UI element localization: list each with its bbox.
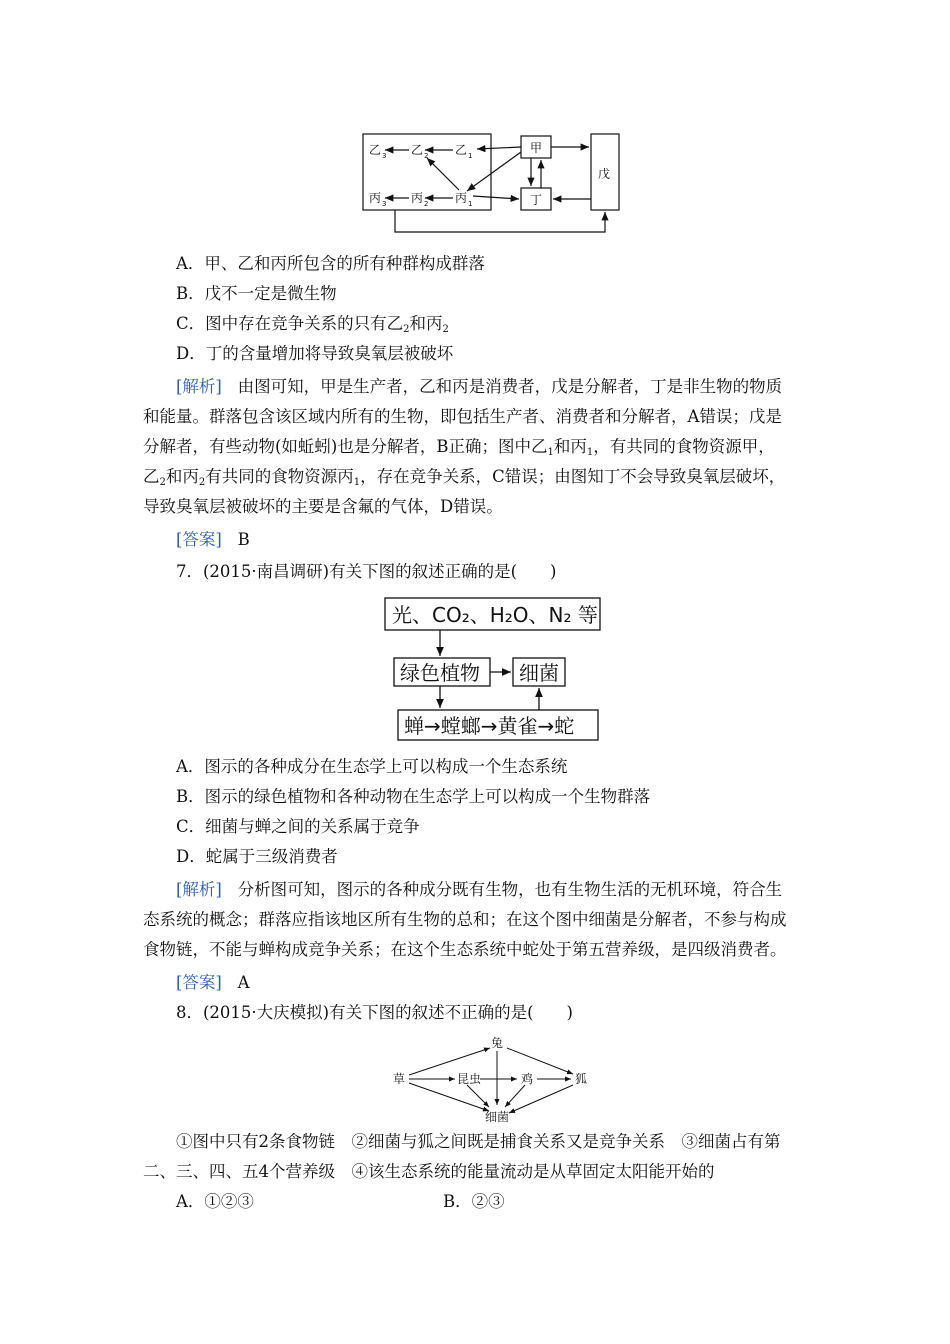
q6-option-c: C．图中存在竞争关系的只有乙$_2$和丙$_2$ (176, 314, 449, 335)
q7-option-c: C．细菌与蝉之间的关系属于竞争 (176, 817, 420, 836)
label-ding: 丁 (530, 193, 543, 207)
q7-stem: 7．(2015·南昌调研)有关下图的叙述正确的是( ) (176, 562, 557, 581)
q6-option-d: D．丁的含量增加将导致臭氧层被破坏 (176, 344, 454, 363)
sub-2b: 2 (424, 200, 429, 208)
q6-answer: [答案] B (176, 530, 250, 549)
q6-analysis-line3: 分解者，有些动物(如蚯蚓)也是分解者，B正确；图中乙$_1$和丙$_1$，有共同的食物资源甲， (143, 437, 775, 458)
q7-option-b: B．图示的绿色植物和各种动物在生态学上可以构成一个生物群落 (176, 787, 651, 806)
q7-answer: [答案] A (176, 973, 250, 992)
q7-analysis-line3: 食物链，不能与蝉构成竞争关系；在这个生态系统中蛇处于第五营养级，是四级消费者。 (143, 940, 787, 959)
sub-1b: 1 (468, 200, 473, 208)
q8-statements-line1: ①图中只有2条食物链 ②细菌与狐之间既是捕食关系又是竞争关系 ③细菌占有第 (176, 1132, 781, 1151)
label-yi2: 乙 (411, 143, 424, 157)
q6-option-a: A．甲、乙和丙所包含的所有种群构成群落 (176, 254, 485, 273)
label-jia: 甲 (530, 141, 543, 155)
q6-analysis-line4: 乙$_2$和丙$_2$有共同的食物资源丙$_1$，存在竞争关系，C错误；由图知丁不会导致臭氧层破坏， (143, 467, 786, 488)
label-wu: 戊 (598, 167, 611, 181)
analysis-tag: [解析] (176, 377, 222, 396)
analysis-tag: [解析] (176, 880, 222, 899)
q8-statements-line2: 二、三、四、五4个营养级 ④该生态系统的能量流动是从草固定太阳能开始的 (143, 1162, 715, 1181)
q8-stem: 8．(2015·大庆模拟)有关下图的叙述不正确的是( ) (176, 1003, 573, 1022)
ecosystem-diagram-1 (355, 128, 635, 240)
q6-analysis-line1: [解析] 由图可知，甲是生产者，乙和丙是消费者，戊是分解者，丁是非生物的物质 (176, 377, 783, 396)
bacteria-box: 细菌 (519, 661, 559, 685)
sub-3: 3 (382, 152, 387, 160)
node-rabbit: 兔 (491, 1036, 504, 1050)
label-bing3: 丙 (369, 191, 382, 205)
node-grass: 草 (393, 1072, 406, 1086)
node-chicken: 鸡 (521, 1072, 534, 1086)
q7-analysis-line2: 态系统的概念；群落应指该地区所有生物的总和；在这个图中细菌是分解者，不参与构成 (143, 910, 787, 929)
ecosystem-diagram-2 (380, 595, 610, 745)
abiotic-box: 光、CO₂、H₂O、N₂ 等 (392, 603, 598, 627)
food-web-diagram (385, 1033, 605, 1123)
label-bing1: 丙 (455, 191, 468, 205)
q8-option-a: A．①②③ (176, 1192, 254, 1211)
label-yi1: 乙 (455, 143, 468, 157)
q6-option-b: B．戊不一定是微生物 (176, 284, 337, 303)
q7-option-a: A．图示的各种成分在生态学上可以构成一个生态系统 (176, 757, 568, 776)
node-bacteria: 细菌 (485, 1110, 510, 1123)
sub-3b: 3 (382, 200, 387, 208)
q6-analysis-line5: 导致臭氧层被破坏的主要是含氟的气体，D错误。 (143, 497, 503, 516)
q7-option-d: D．蛇属于三级消费者 (176, 847, 338, 866)
food-chain-box: 蝉→螳螂→黄雀→蛇 (404, 714, 575, 738)
q6-analysis-line2: 和能量。群落包含该区域内所有的生物，即包括生产者、消费者和分解者，A错误；戊是 (143, 407, 782, 426)
label-yi3: 乙 (369, 143, 382, 157)
q7-analysis-line1: [解析] 分析图可知，图示的各种成分既有生物，也有生物生活的无机环境，符合生 (176, 880, 783, 899)
answer-tag: [答案] (176, 530, 222, 549)
label-bing2: 丙 (411, 191, 424, 205)
q8-option-b: B．②③ (443, 1192, 505, 1211)
sub-1: 1 (468, 152, 473, 160)
plant-box: 绿色植物 (400, 661, 480, 685)
answer-tag: [答案] (176, 973, 222, 992)
node-fox: 狐 (575, 1072, 588, 1086)
sub-2: 2 (424, 152, 429, 160)
node-insect: 昆虫 (457, 1072, 482, 1086)
